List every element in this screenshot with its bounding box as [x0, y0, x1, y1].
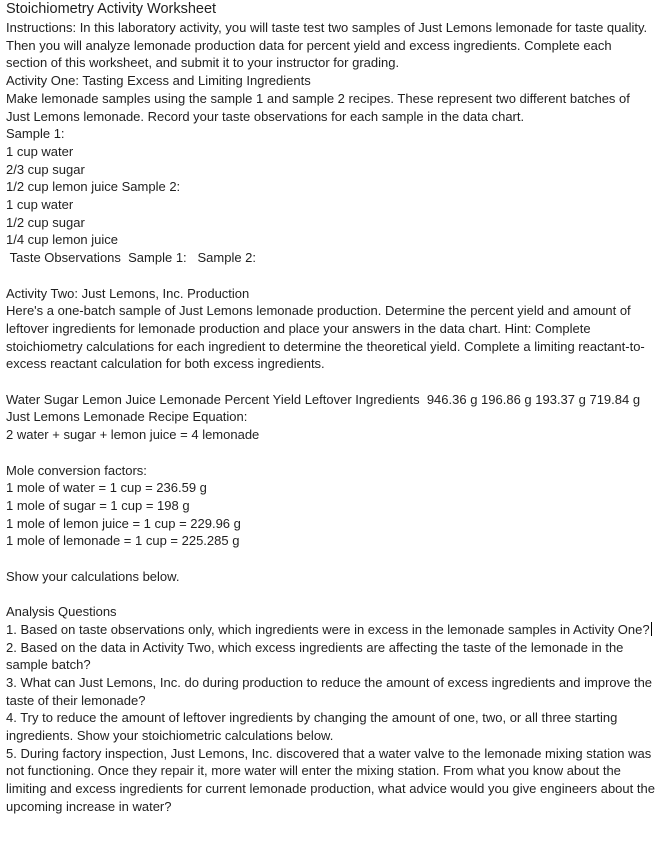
document-title: Stoichiometry Activity Worksheet — [6, 1, 217, 17]
analysis-question-3: 3. What can Just Lemons, Inc. do during production to reduce the amount of excess ingredients and improve the taste of their lemonade? — [6, 674, 656, 708]
blank-line — [6, 550, 656, 568]
conversion-factors-heading: Mole conversion factors: — [6, 462, 147, 478]
sample-1-item: 1/2 cup lemon juice Sample 2: — [6, 179, 181, 195]
blank-line — [6, 267, 656, 285]
blank-line — [6, 585, 656, 603]
conversion-factor: 1 mole of lemon juice = 1 cup = 229.96 g — [6, 515, 241, 531]
calculations-prompt: Show your calculations below. — [6, 568, 180, 584]
conversion-factor: 1 mole of sugar = 1 cup = 198 g — [6, 497, 190, 513]
sample-1-label: Sample 1: — [6, 126, 65, 142]
activity-two-intro: Here's a one-batch sample of Just Lemons lemonade production. Determine the percent yield and amount of leftover ingredients for lemonade production and place your answers in the data chart. Hint: Complete stoichiometry calculations for each ingredient to determine the theoretical yield. Complete a limiting reactant-to-excess reactant calculation for both excess ingredients. — [6, 303, 645, 372]
text-cursor — [651, 622, 652, 636]
taste-observations-table-header: Taste Observations Sample 1: Sample 2: — [6, 250, 257, 266]
blank-line — [6, 373, 656, 391]
sample-1-item: 1 cup water — [6, 143, 74, 159]
recipe-equation: 2 water + sugar + lemon juice = 4 lemonade — [6, 427, 260, 443]
instructions-paragraph: Instructions: In this laboratory activity, you will taste test two samples of Just Lemons lemonade for taste quality. Then you will analyze lemonade production data for percent yield and excess ingredients. Complete each section of this worksheet, and submit it to your instructor for grading. — [6, 20, 651, 71]
analysis-question-2: 2. Based on the data in Activity Two, which excess ingredients are affecting the taste of the lemonade in the sample batch? — [6, 639, 628, 673]
sample-2-item: 1 cup water — [6, 197, 74, 213]
activity-one-heading: Activity One: Tasting Excess and Limiting Ingredients — [6, 73, 311, 89]
analysis-question-5: 5. During factory inspection, Just Lemons, Inc. discovered that a water valve to the lemonade mixing station was not functioning. Once they repair it, more water will enter the mixing station. From what you know about the limiting and excess ingredients for current lemonade production, what advice would you give engineers about the upcoming increase in water? — [6, 745, 659, 814]
activity-two-heading: Activity Two: Just Lemons, Inc. Production — [6, 285, 250, 301]
recipe-equation-label: Just Lemons Lemonade Recipe Equation: — [6, 409, 248, 425]
blank-line — [6, 444, 656, 462]
analysis-question-1 — [6, 621, 656, 639]
sample-2-item: 1/4 cup lemon juice — [6, 232, 119, 248]
analysis-question-text: 1. Based on taste observations only, which ingredients were in excess in the lemonade samples in Activity One? — [6, 621, 650, 637]
conversion-factor: 1 mole of water = 1 cup = 236.59 g — [6, 480, 207, 496]
conversion-factor: 1 mole of lemonade = 1 cup = 225.285 g — [6, 533, 240, 549]
sample-1-item: 2/3 cup sugar — [6, 161, 85, 177]
analysis-heading: Analysis Questions — [6, 604, 117, 620]
activity-one-intro: Make lemonade samples using the sample 1 and sample 2 recipes. These represent two different batches of Just Lemons lemonade. Record your taste observations for each sample in the data chart. — [6, 90, 634, 124]
production-data-row: Water Sugar Lemon Juice Lemonade Percent Yield Leftover Ingredients 946.36 g 196.86 g 193.37 g 719.84 g — [6, 391, 641, 407]
analysis-question-4: 4. Try to reduce the amount of leftover ingredients by changing the amount of one, two, or all three starting ingredients. Show your stoichiometric calculations below. — [6, 710, 621, 744]
sample-2-item: 1/2 cup sugar — [6, 214, 85, 230]
